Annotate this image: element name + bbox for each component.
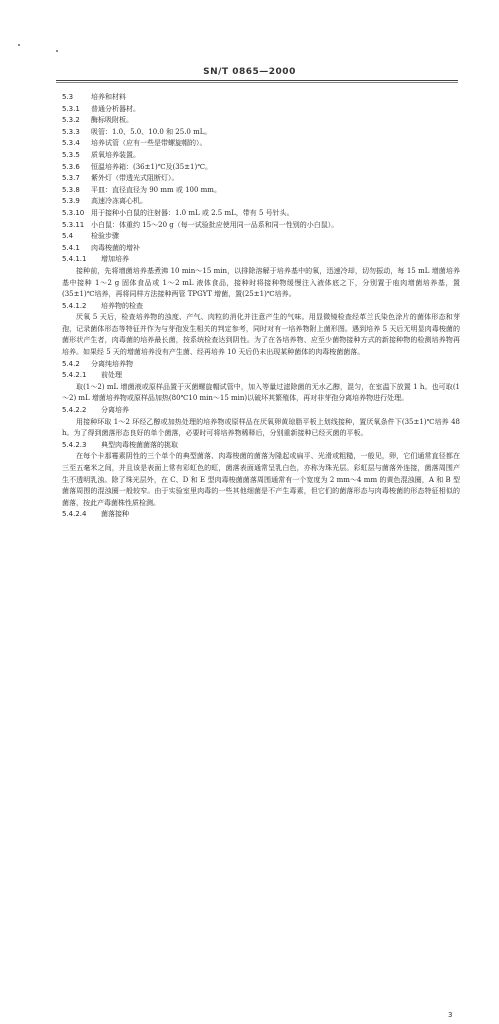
section-heading <box>62 243 460 255</box>
section-text: 紫外灯（带透光式阻断灯）。 <box>91 174 179 183</box>
section-text: 前处理 <box>101 371 122 380</box>
header-rule-secondary <box>56 82 458 83</box>
list-item <box>62 185 460 197</box>
list-item <box>62 138 460 150</box>
section-number: 5.4.2 <box>62 359 80 368</box>
list-item <box>62 104 460 116</box>
paragraph: 厌氧 5 天后，检查培养物的浊度、产气、肉粒的消化并注意产生的气味。用显微镜检查经革兰氏染色涂片的菌体形态和芽孢，记录菌体形态等特征并作为与芽孢发生相关的判定参考，同时对有一培养物附上菌形图。遇到培养 5 天后无明显肉毒梭菌的菌形状产生者，肉毒菌的培养最长菌，按系统检查达到阴性。为了在各培养物、应至少菌物接种方式的新接种物的检测培养物再培养。如果经 5 天的增菌培养没有产生菌、经再培养 10 天后仍未出现某种菌体的肉毒梭菌菌落。 <box>62 313 460 357</box>
section-text: 菌落接种 <box>101 510 129 519</box>
section-number: 5.4.2.3 <box>62 440 87 449</box>
scan-speck <box>18 44 20 46</box>
section-number: 5.4.1.2 <box>62 301 87 310</box>
list-item <box>62 150 460 162</box>
section-number: 5.3.6 <box>62 162 80 171</box>
section-text: 检验步骤 <box>91 232 119 241</box>
list-item <box>62 220 460 232</box>
section-number: 5.3.3 <box>62 127 80 136</box>
section-heading <box>62 301 460 313</box>
section-text: 平皿：直径直径为 90 mm 或 100 mm。 <box>91 185 221 194</box>
section-text: 吸管：1.0、5.0、10.0 和 25.0 mL。 <box>91 127 212 136</box>
list-item <box>62 196 460 208</box>
section-heading <box>62 359 460 371</box>
section-text: 肉毒梭菌的增补 <box>91 243 140 252</box>
section-text: 培养物的检查 <box>101 301 143 310</box>
section-heading <box>62 405 460 417</box>
section-number: 5.3.10 <box>62 208 85 217</box>
list-item <box>62 162 460 174</box>
section-number: 5.3 <box>62 93 74 101</box>
list-item <box>62 115 460 127</box>
list-item <box>62 208 460 220</box>
paragraph: 取(1～2) mL 增菌液或原样品置于灭菌螺旋帽试管中，加入等量过滤除菌的无水乙醇，混匀，在室温下放置 1 h。也可取(1～2) mL 增菌培养物或原样品加热(80℃10 min～15 min)以破坏其繁殖体，再对非芽孢分离培养物进行处理。 <box>62 382 460 403</box>
section-number: 5.3.11 <box>62 220 85 229</box>
paragraph: 接种前，先将增菌培养基煮沸 10 min～15 min，以排除溶解于培养基中的氧，迅速冷却，切勿振动，每 15 mL 增菌培养基中接种 1～2 g 固体食品或 1～2 mL 液体食品，接种时将接种物缓慢注入液体底之下，分别置于庖肉增菌培养基，置(35±1)℃培养，再将同样方法接种两管 TPGYT 增菌，置(25±1)℃培养。 <box>62 266 460 299</box>
standard-code-header: SN/T 0865—2000 <box>203 67 296 77</box>
section-text: 典型肉毒梭菌菌落的挑取 <box>101 440 178 449</box>
section-heading <box>62 509 460 521</box>
section-number: 5.4 <box>62 232 74 241</box>
section-number: 5.4.2.2 <box>62 406 87 415</box>
section-text: 酶标吸附板。 <box>91 116 133 125</box>
section-number: 5.3.9 <box>62 197 80 206</box>
section-heading <box>62 231 460 243</box>
section-text: 普通分析器材。 <box>91 104 140 113</box>
section-heading <box>62 92 460 104</box>
section-text: 用于接种小白鼠的注射器：1.0 mL 或 2.5 mL，带有 5 号针头。 <box>91 208 294 217</box>
section-number: 5.3.4 <box>62 139 80 148</box>
section-number: 5.4.1.1 <box>62 255 87 264</box>
section-text: 培养试管（应有一些是带螺旋帽的）。 <box>91 139 207 148</box>
scan-speck <box>56 50 58 52</box>
section-text: 增加培养 <box>101 255 129 264</box>
section-number: 5.3.1 <box>62 104 80 113</box>
section-number: 5.4.2.4 <box>62 510 87 519</box>
section-heading <box>62 254 460 266</box>
section-heading <box>62 370 460 382</box>
section-text: 分离纯培养物 <box>91 359 133 368</box>
list-item <box>62 127 460 139</box>
section-number: 5.3.5 <box>62 150 80 159</box>
page-number: 3 <box>448 1011 453 1019</box>
section-text: 质氧培养装置。 <box>91 150 140 159</box>
document-body <box>62 92 460 521</box>
section-text: 高速冷冻离心机。 <box>91 197 147 206</box>
paragraph: 用接种环取 1～2 环经乙醇或加热处理的培养物或原样品在厌氧卵黄琼脂平板上划线接种，置厌氧条件下(35±1)℃培养 48 h。为了得到菌落形态良好的单个菌落，必要时可将培养物稀释后，分别重新接种已经灭菌的平板。 <box>62 417 460 438</box>
section-heading <box>62 440 460 452</box>
section-text: 分离培养 <box>101 406 129 415</box>
section-number: 5.3.2 <box>62 116 80 125</box>
section-text: 恒温培养箱：(36±1)℃及(35±1)℃。 <box>91 162 213 171</box>
header-rule <box>56 80 458 81</box>
section-text: 小白鼠：体重约 15～20 g（每一试验批应使用同一品系和同一性别的小白鼠）。 <box>91 220 339 229</box>
paragraph: 在每个卡那霉素阴性的三个单个的典型菌落、肉毒梭菌的菌落为隆起或扁平、光滑或粗糙，一般见，卵，它们通常直径都在三至五毫米之间，并且该是表面上常有彩虹色的虹，菌落表面通常呈乳白色，亦称为珠光层。彩虹层与菌落外连接，菌落周围产生不透明乳浊。除了珠光层外，在 C、D 和 E 型肉毒梭菌菌落周围通常有一个宽度为 2 mm～4 mm 的黄色混浊圈，A 和 B 型菌落周围的混浊圈一般较窄。由于实验室里肉毒的一些其他细菌是不产生毒素，但它们的菌落形态与肉毒梭菌的形态特征相似的菌落，按此产毒菌株性质检测。 <box>62 452 460 507</box>
list-item <box>62 173 460 185</box>
section-text: 培养和材料 <box>91 93 126 101</box>
section-number: 5.4.1 <box>62 243 80 252</box>
section-number: 5.3.7 <box>62 174 80 183</box>
section-number: 5.4.2.1 <box>62 371 87 380</box>
section-number: 5.3.8 <box>62 185 80 194</box>
